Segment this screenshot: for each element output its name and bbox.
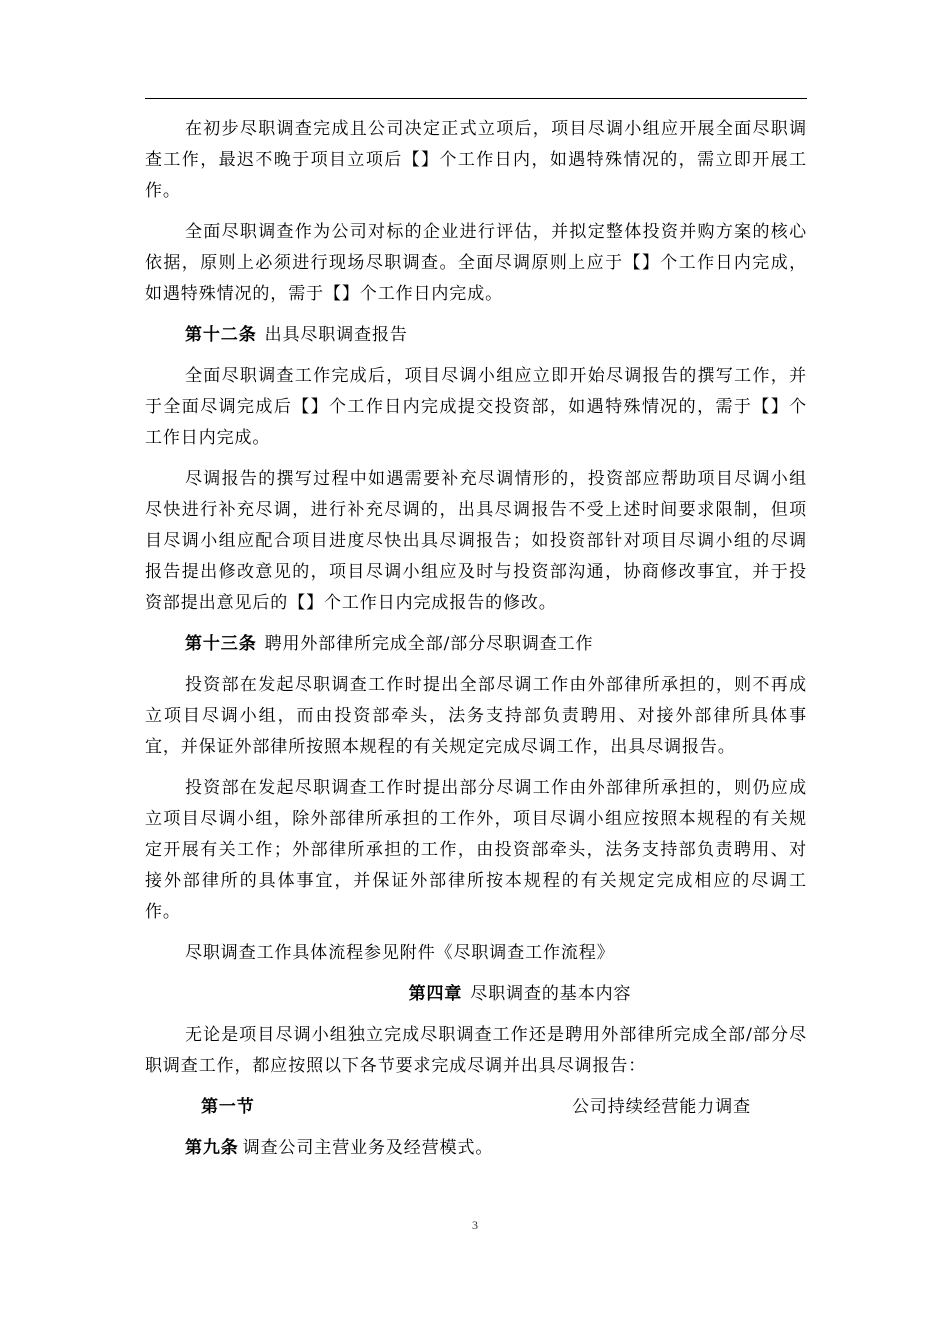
article-number: 第九条 <box>185 1138 239 1158</box>
section-title: 公司持续经营能力调查 <box>572 1097 751 1117</box>
article-title: 出具尽职调查报告 <box>264 325 408 345</box>
article-title: 聘用外部律所完成全部/部分尽职调查工作 <box>264 634 594 654</box>
article-heading-13 <box>145 629 807 660</box>
document-body <box>145 114 807 1174</box>
section-number: 第一节 <box>201 1097 255 1117</box>
paragraph: 尽调报告的撰写过程中如遇需要补充尽调情形的，投资部应帮助项目尽调小组尽快进行补充尽调，进行补充尽调的，出具尽调报告不受上述时间要求限制，但项目尽调小组应配合项目进度尽快出具尽调报告；如投资部针对项目尽调小组的尽调报告提出修改意见的，项目尽调小组应及时与投资部沟通，协商修改事宜，并于投资部提出意见后的【】个工作日内完成报告的修改。 <box>145 469 807 613</box>
article-number: 第十三条 <box>185 634 257 654</box>
paragraph: 尽职调查工作具体流程参见附件《尽职调查工作流程》 <box>185 943 615 963</box>
header-rule <box>145 98 807 99</box>
article-title: 调查公司主营业务及经营模式。 <box>242 1138 494 1158</box>
article-number: 第十二条 <box>185 325 257 345</box>
article-heading-12 <box>145 320 807 351</box>
section-heading <box>145 1092 807 1123</box>
paragraph: 投资部在发起尽职调查工作时提出全部尽调工作由外部律所承担的，则不再成立项目尽调小组，而由投资部牵头，法务支持部负责聘用、对接外部律所具体事宜，并保证外部律所按照本规程的有关规定完成尽调工作，出具尽调报告。 <box>145 675 807 757</box>
chapter-heading <box>145 979 807 1010</box>
article-heading-9 <box>145 1133 807 1164</box>
paragraph: 无论是项目尽调小组独立完成尽职调查工作还是聘用外部律所完成全部/部分尽职调查工作，都应按照以下各节要求完成尽调并出具尽调报告： <box>145 1025 807 1076</box>
page-number: 3 <box>472 1218 478 1232</box>
paragraph: 在初步尽职调查完成且公司决定正式立项后，项目尽调小组应开展全面尽职调查工作，最迟不晚于项目立项后【】个工作日内，如遇特殊情况的，需立即开展工作。 <box>145 119 807 201</box>
chapter-title: 尽职调查的基本内容 <box>470 984 632 1004</box>
paragraph: 全面尽职调查作为公司对标的企业进行评估，并拟定整体投资并购方案的核心依据，原则上必须进行现场尽职调查。全面尽调原则上应于【】个工作日内完成，如遇特殊情况的，需于【】个工作日内完成。 <box>145 222 807 304</box>
paragraph: 投资部在发起尽职调查工作时提出部分尽调工作由外部律所承担的，则仍应成立项目尽调小组，除外部律所承担的工作外，项目尽调小组应按照本规程的有关规定开展有关工作；外部律所承担的工作，由投资部牵头，法务支持部负责聘用、对接外部律所的具体事宜，并保证外部律所按本规程的有关规定完成相应的尽调工作。 <box>145 778 807 922</box>
paragraph: 全面尽职调查工作完成后，项目尽调小组应立即开始尽调报告的撰写工作，并于全面尽调完成后【】个工作日内完成提交投资部，如遇特殊情况的，需于【】个工作日内完成。 <box>145 366 807 448</box>
chapter-number: 第四章 <box>408 984 463 1004</box>
